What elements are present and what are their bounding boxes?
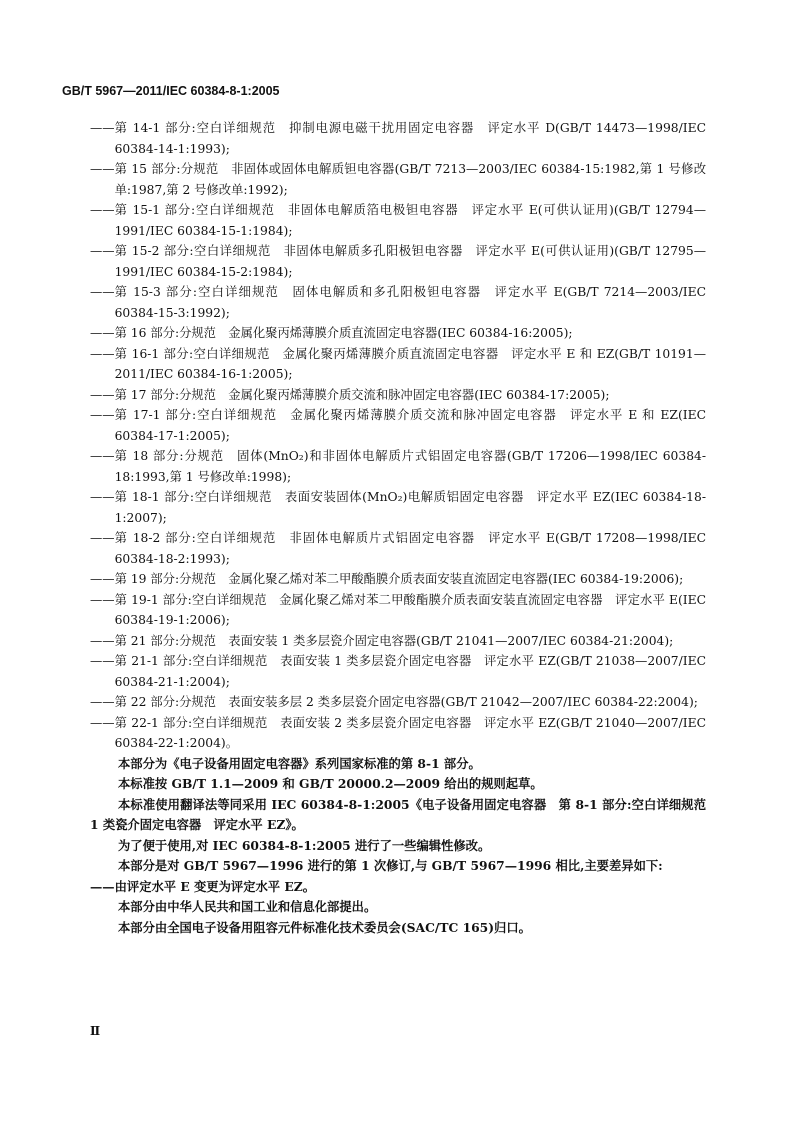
list-item bbox=[90, 159, 706, 200]
list-item-text: 第 18 部分:分规范 固体(MnO₂)和非固体电解质片式铝固定电容器(GB/T 17206—1998/IEC 60384-18:1993,第 1 号修改单:1998); bbox=[114, 449, 706, 484]
em-dash: —— bbox=[90, 633, 115, 648]
list-item-text: 第 17-1 部分:空白详细规范 金属化聚丙烯薄膜介质交流和脉冲固定电容器 评定水平 E 和 EZ(IEC 60384-17-1:2005); bbox=[114, 408, 706, 443]
em-dash: —— bbox=[90, 244, 115, 258]
paragraph-adoption: 本标准使用翻译法等同采用 IEC 60384-8-1:2005《电子设备用固定电容器 第 8-1 部分:空白详细规范 1 类瓷介固定电容器 评定水平 EZ》。 bbox=[90, 796, 719, 832]
list-item bbox=[90, 487, 706, 528]
paragraph-editorial-changes: 为了便于使用,对 IEC 60384-8-1:2005 进行了一些编辑性修改。 bbox=[118, 837, 491, 853]
list-item bbox=[90, 713, 706, 754]
list-item bbox=[90, 590, 706, 631]
em-dash: —— bbox=[90, 408, 115, 422]
list-item-text: 第 15-1 部分:空白详细规范 非固体电解质箔电极钽电容器 评定水平 E(可供认证用)(GB/T 12794—1991/IEC 60384-15-1:1984); bbox=[114, 203, 706, 238]
em-dash: —— bbox=[90, 203, 115, 217]
list-item-text: 由评定水平 E 变更为评定水平 EZ。 bbox=[114, 878, 316, 894]
em-dash: —— bbox=[90, 346, 115, 361]
list-item-text: 第 17 部分:分规范 金属化聚丙烯薄膜介质交流和脉冲固定电容器(IEC 60384-17:2005); bbox=[114, 387, 610, 402]
em-dash: —— bbox=[90, 878, 115, 894]
em-dash: —— bbox=[90, 387, 115, 402]
list-item bbox=[90, 528, 706, 569]
em-dash: —— bbox=[90, 695, 115, 709]
list-item bbox=[90, 282, 706, 323]
em-dash: —— bbox=[90, 285, 115, 299]
list-item bbox=[90, 344, 706, 385]
em-dash: —— bbox=[90, 121, 115, 135]
em-dash: —— bbox=[90, 326, 115, 340]
list-item-text: 第 15 部分:分规范 非固体或固体电解质钽电容器(GB/T 7213—2003/IEC 60384-15:1982,第 1 号修改单:1987,第 2 号修改单:1992); bbox=[114, 162, 706, 197]
list-item bbox=[90, 651, 706, 692]
em-dash: —— bbox=[90, 654, 115, 668]
page-number: Ⅱ bbox=[90, 1024, 101, 1038]
list-item bbox=[90, 569, 706, 590]
list-item-text: 第 22 部分:分规范 表面安装多层 2 类多层瓷介固定电容器(GB/T 21042—2007/IEC 60384-22:2004); bbox=[114, 695, 698, 709]
em-dash: —— bbox=[90, 531, 115, 545]
list-item bbox=[90, 323, 706, 344]
list-item-text: 第 15-3 部分:空白详细规范 固体电解质和多孔阳极钽电容器 评定水平 E(GB/T 7214—2003/IEC 60384-15-3:1992); bbox=[114, 285, 706, 320]
list-item-text: 第 22-1 部分:空白详细规范 表面安装 2 类多层瓷介固定电容器 评定水平 EZ(GB/T 21040—2007/IEC 60384-22-1:2004)。 bbox=[114, 715, 706, 750]
document-header-standard-number: GB/T 5967—2011/IEC 60384-8-1:2005 bbox=[62, 84, 280, 98]
list-item-text: 第 19-1 部分:空白详细规范 金属化聚乙烯对苯二甲酸酯膜介质表面安装直流固定电容器 评定水平 E(IEC 60384-19-1:2006); bbox=[114, 592, 706, 627]
paragraph-proposer: 本部分由中华人民共和国工业和信息化部提出。 bbox=[118, 899, 377, 914]
list-item bbox=[90, 631, 706, 652]
list-item-text: 第 14-1 部分:空白详细规范 抑制电源电磁干扰用固定电容器 评定水平 D(GB/T 14473—1998/IEC 60384-14-1:1993); bbox=[114, 121, 706, 156]
em-dash: —— bbox=[90, 490, 115, 504]
list-item-text: 第 21-1 部分:空白详细规范 表面安装 1 类多层瓷介固定电容器 评定水平 EZ(GB/T 21038—2007/IEC 60384-21-1:2004); bbox=[114, 654, 706, 689]
em-dash: —— bbox=[90, 715, 115, 730]
list-item bbox=[90, 200, 706, 241]
list-item-text: 第 21 部分:分规范 表面安装 1 类多层瓷介固定电容器(GB/T 21041—2007/IEC 60384-21:2004); bbox=[114, 633, 674, 648]
paragraph-series-part: 本部分为《电子设备用固定电容器》系列国家标准的第 8-1 部分。 bbox=[118, 755, 481, 771]
list-item-text: 第 18-2 部分:空白详细规范 非固体电解质片式铝固定电容器 评定水平 E(GB/T 17208—1998/IEC 60384-18-2:1993); bbox=[114, 531, 706, 566]
em-dash: —— bbox=[90, 592, 115, 607]
em-dash: —— bbox=[90, 162, 115, 176]
list-item-text: 第 18-1 部分:空白详细规范 表面安装固体(MnO₂)电解质铝固定电容器 评定水平 EZ(IEC 60384-18-1:2007); bbox=[114, 490, 706, 525]
list-item-text: 第 16-1 部分:空白详细规范 金属化聚丙烯薄膜介质直流固定电容器 评定水平 E 和 EZ(GB/T 10191—2011/IEC 60384-16-1:2005); bbox=[114, 346, 706, 381]
paragraph-revision: 本部分是对 GB/T 5967—1996 进行的第 1 次修订,与 GB/T 5967—1996 相比,主要差异如下: bbox=[118, 858, 663, 873]
em-dash: —— bbox=[90, 449, 115, 463]
list-item-difference bbox=[90, 877, 706, 898]
list-item bbox=[90, 118, 706, 159]
paragraph-committee: 本部分由全国电子设备用阻容元件标准化技术委员会(SAC/TC 165)归口。 bbox=[118, 919, 531, 935]
document-body bbox=[90, 118, 719, 938]
list-item-text: 第 19 部分:分规范 金属化聚乙烯对苯二甲酸酯膜介质表面安装直流固定电容器(IEC 60384-19:2006); bbox=[114, 572, 684, 586]
list-item bbox=[90, 385, 706, 406]
em-dash: —— bbox=[90, 572, 115, 586]
list-item-text: 第 15-2 部分:空白详细规范 非固体电解质多孔阳极钽电容器 评定水平 E(可供认证用)(GB/T 12795—1991/IEC 60384-15-2:1984); bbox=[114, 244, 706, 279]
list-item bbox=[90, 241, 706, 282]
list-item bbox=[90, 446, 706, 487]
list-item-text: 第 16 部分:分规范 金属化聚丙烯薄膜介质直流固定电容器(IEC 60384-16:2005); bbox=[114, 326, 573, 340]
list-item bbox=[90, 692, 706, 713]
list-item bbox=[90, 405, 706, 446]
paragraph-drafting-rules: 本标准按 GB/T 1.1—2009 和 GB/T 20000.2—2009 给出的规则起草。 bbox=[118, 776, 543, 791]
